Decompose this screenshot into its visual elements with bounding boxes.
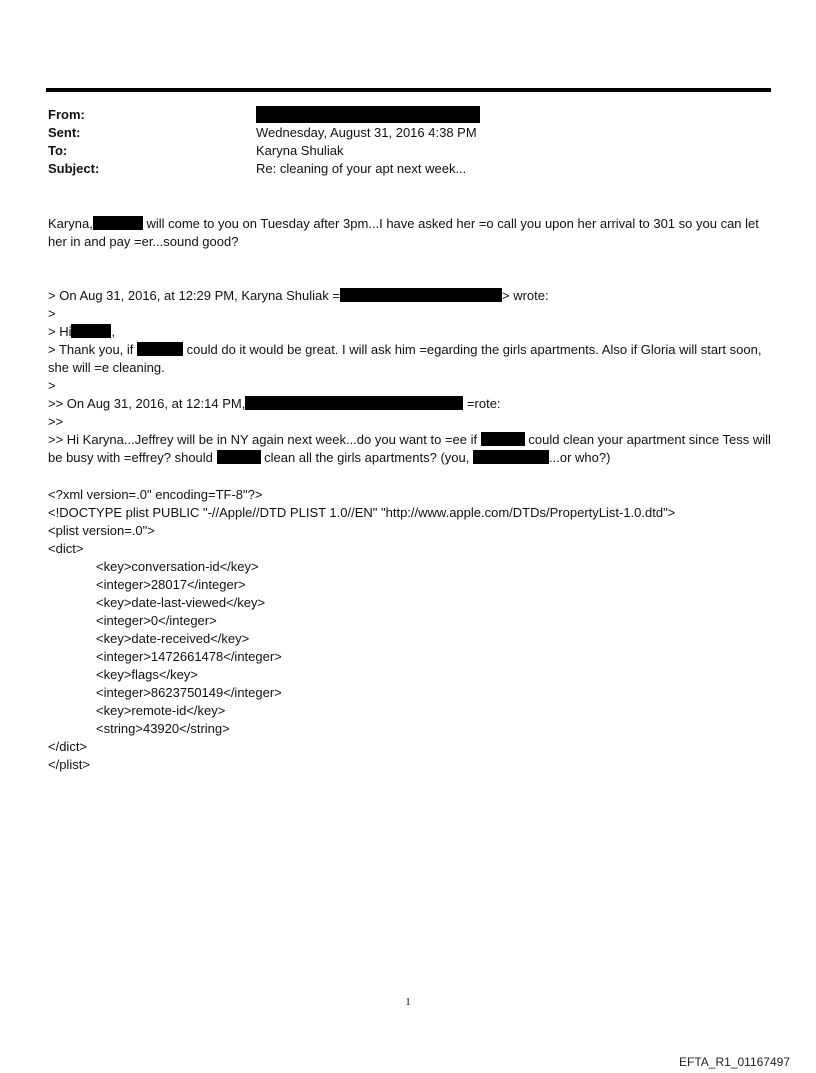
redaction-box bbox=[245, 396, 463, 410]
plist-line: <plist version=.0"> bbox=[48, 523, 155, 538]
header-rule bbox=[46, 88, 771, 92]
quote-text: >> Hi Karyna...Jeffrey will be in NY again next week...do you want to =ee if bbox=[48, 432, 478, 447]
plist-line: <integer>0</integer> bbox=[96, 613, 217, 628]
quote-line: > bbox=[48, 306, 56, 321]
plist-line: <key>conversation-id</key> bbox=[96, 559, 259, 574]
quote-line: >> bbox=[48, 414, 64, 429]
quoted-thread bbox=[48, 287, 773, 467]
quote-line bbox=[48, 431, 773, 467]
plist-line: <!DOCTYPE plist PUBLIC "-//Apple//DTD PLIST 1.0//EN" "http://www.apple.com/DTDs/PropertyList-1.0.dtd"> bbox=[48, 505, 676, 520]
redaction-box bbox=[71, 324, 111, 338]
plist-line: <key>remote-id</key> bbox=[96, 703, 226, 718]
redaction-box bbox=[256, 106, 480, 123]
to-label: To: bbox=[48, 143, 68, 158]
quote-text: > Hi bbox=[48, 324, 72, 339]
redaction-box bbox=[137, 342, 183, 356]
quote-text: clean all the girls apartments? (you, bbox=[264, 450, 470, 465]
page-number: 1 bbox=[405, 996, 411, 1008]
quote-text: > On Aug 31, 2016, at 12:29 PM, Karyna Shuliak = bbox=[48, 288, 340, 303]
plist-line: <integer>8623750149</integer> bbox=[96, 685, 282, 700]
sent-value: Wednesday, August 31, 2016 4:38 PM bbox=[256, 125, 477, 140]
subject-label: Subject: bbox=[48, 161, 100, 176]
quote-line bbox=[48, 287, 773, 305]
to-value: Karyna Shuliak bbox=[256, 143, 344, 158]
quote-text: > Thank you, if bbox=[48, 342, 134, 357]
quote-text: could do it would be great. I will ask him =egarding the girls apartments. Also if Gloria will start soon, she will =e cleaning. bbox=[48, 342, 762, 375]
quote-line bbox=[48, 395, 773, 413]
message-paragraph bbox=[48, 215, 773, 251]
subject-value: Re: cleaning of your apt next week... bbox=[256, 161, 467, 176]
quote-line bbox=[48, 341, 773, 377]
plist-line: <key>date-received</key> bbox=[96, 631, 250, 646]
redaction-box bbox=[340, 288, 502, 302]
plist-line: <key>date-last-viewed</key> bbox=[96, 595, 266, 610]
redaction-box bbox=[481, 432, 525, 446]
plist-line: <key>flags</key> bbox=[96, 667, 198, 682]
quote-text: =rote: bbox=[466, 396, 501, 411]
plist-block bbox=[48, 486, 773, 774]
plist-line: <dict> bbox=[48, 541, 84, 556]
redaction-box bbox=[217, 450, 261, 464]
quote-text: >> On Aug 31, 2016, at 12:14 PM, bbox=[48, 396, 246, 411]
quote-line: > bbox=[48, 378, 56, 393]
plist-line: <integer>1472661478</integer> bbox=[96, 649, 282, 664]
plist-line: </dict> bbox=[48, 739, 88, 754]
quote-text: ...or who?) bbox=[549, 450, 611, 465]
message-text-1: Karyna, bbox=[48, 216, 93, 231]
plist-line: </plist> bbox=[48, 757, 90, 772]
quote-line bbox=[48, 323, 773, 341]
plist-line: <string>43920</string> bbox=[96, 721, 230, 736]
redaction-box bbox=[93, 216, 143, 230]
plist-line: <integer>28017</integer> bbox=[96, 577, 246, 592]
plist-line: <?xml version=.0" encoding=TF-8"?> bbox=[48, 487, 263, 502]
quote-text: , bbox=[111, 324, 116, 339]
redaction-box bbox=[473, 450, 549, 464]
from-value bbox=[256, 106, 480, 126]
quote-text: could clean your apartment since Tess will be busy with =effrey? should bbox=[48, 432, 771, 465]
quote-text: > wrote: bbox=[501, 288, 549, 303]
document-id: EFTA_R1_01167497 bbox=[679, 1055, 790, 1069]
message-text-2: will come to you on Tuesday after 3pm...I have asked her =o call you upon her arrival to 301 so you can let her in and pay =er...sound good? bbox=[48, 216, 759, 249]
message-body bbox=[48, 215, 773, 251]
from-label: From: bbox=[48, 107, 85, 122]
sent-label: Sent: bbox=[48, 125, 81, 140]
